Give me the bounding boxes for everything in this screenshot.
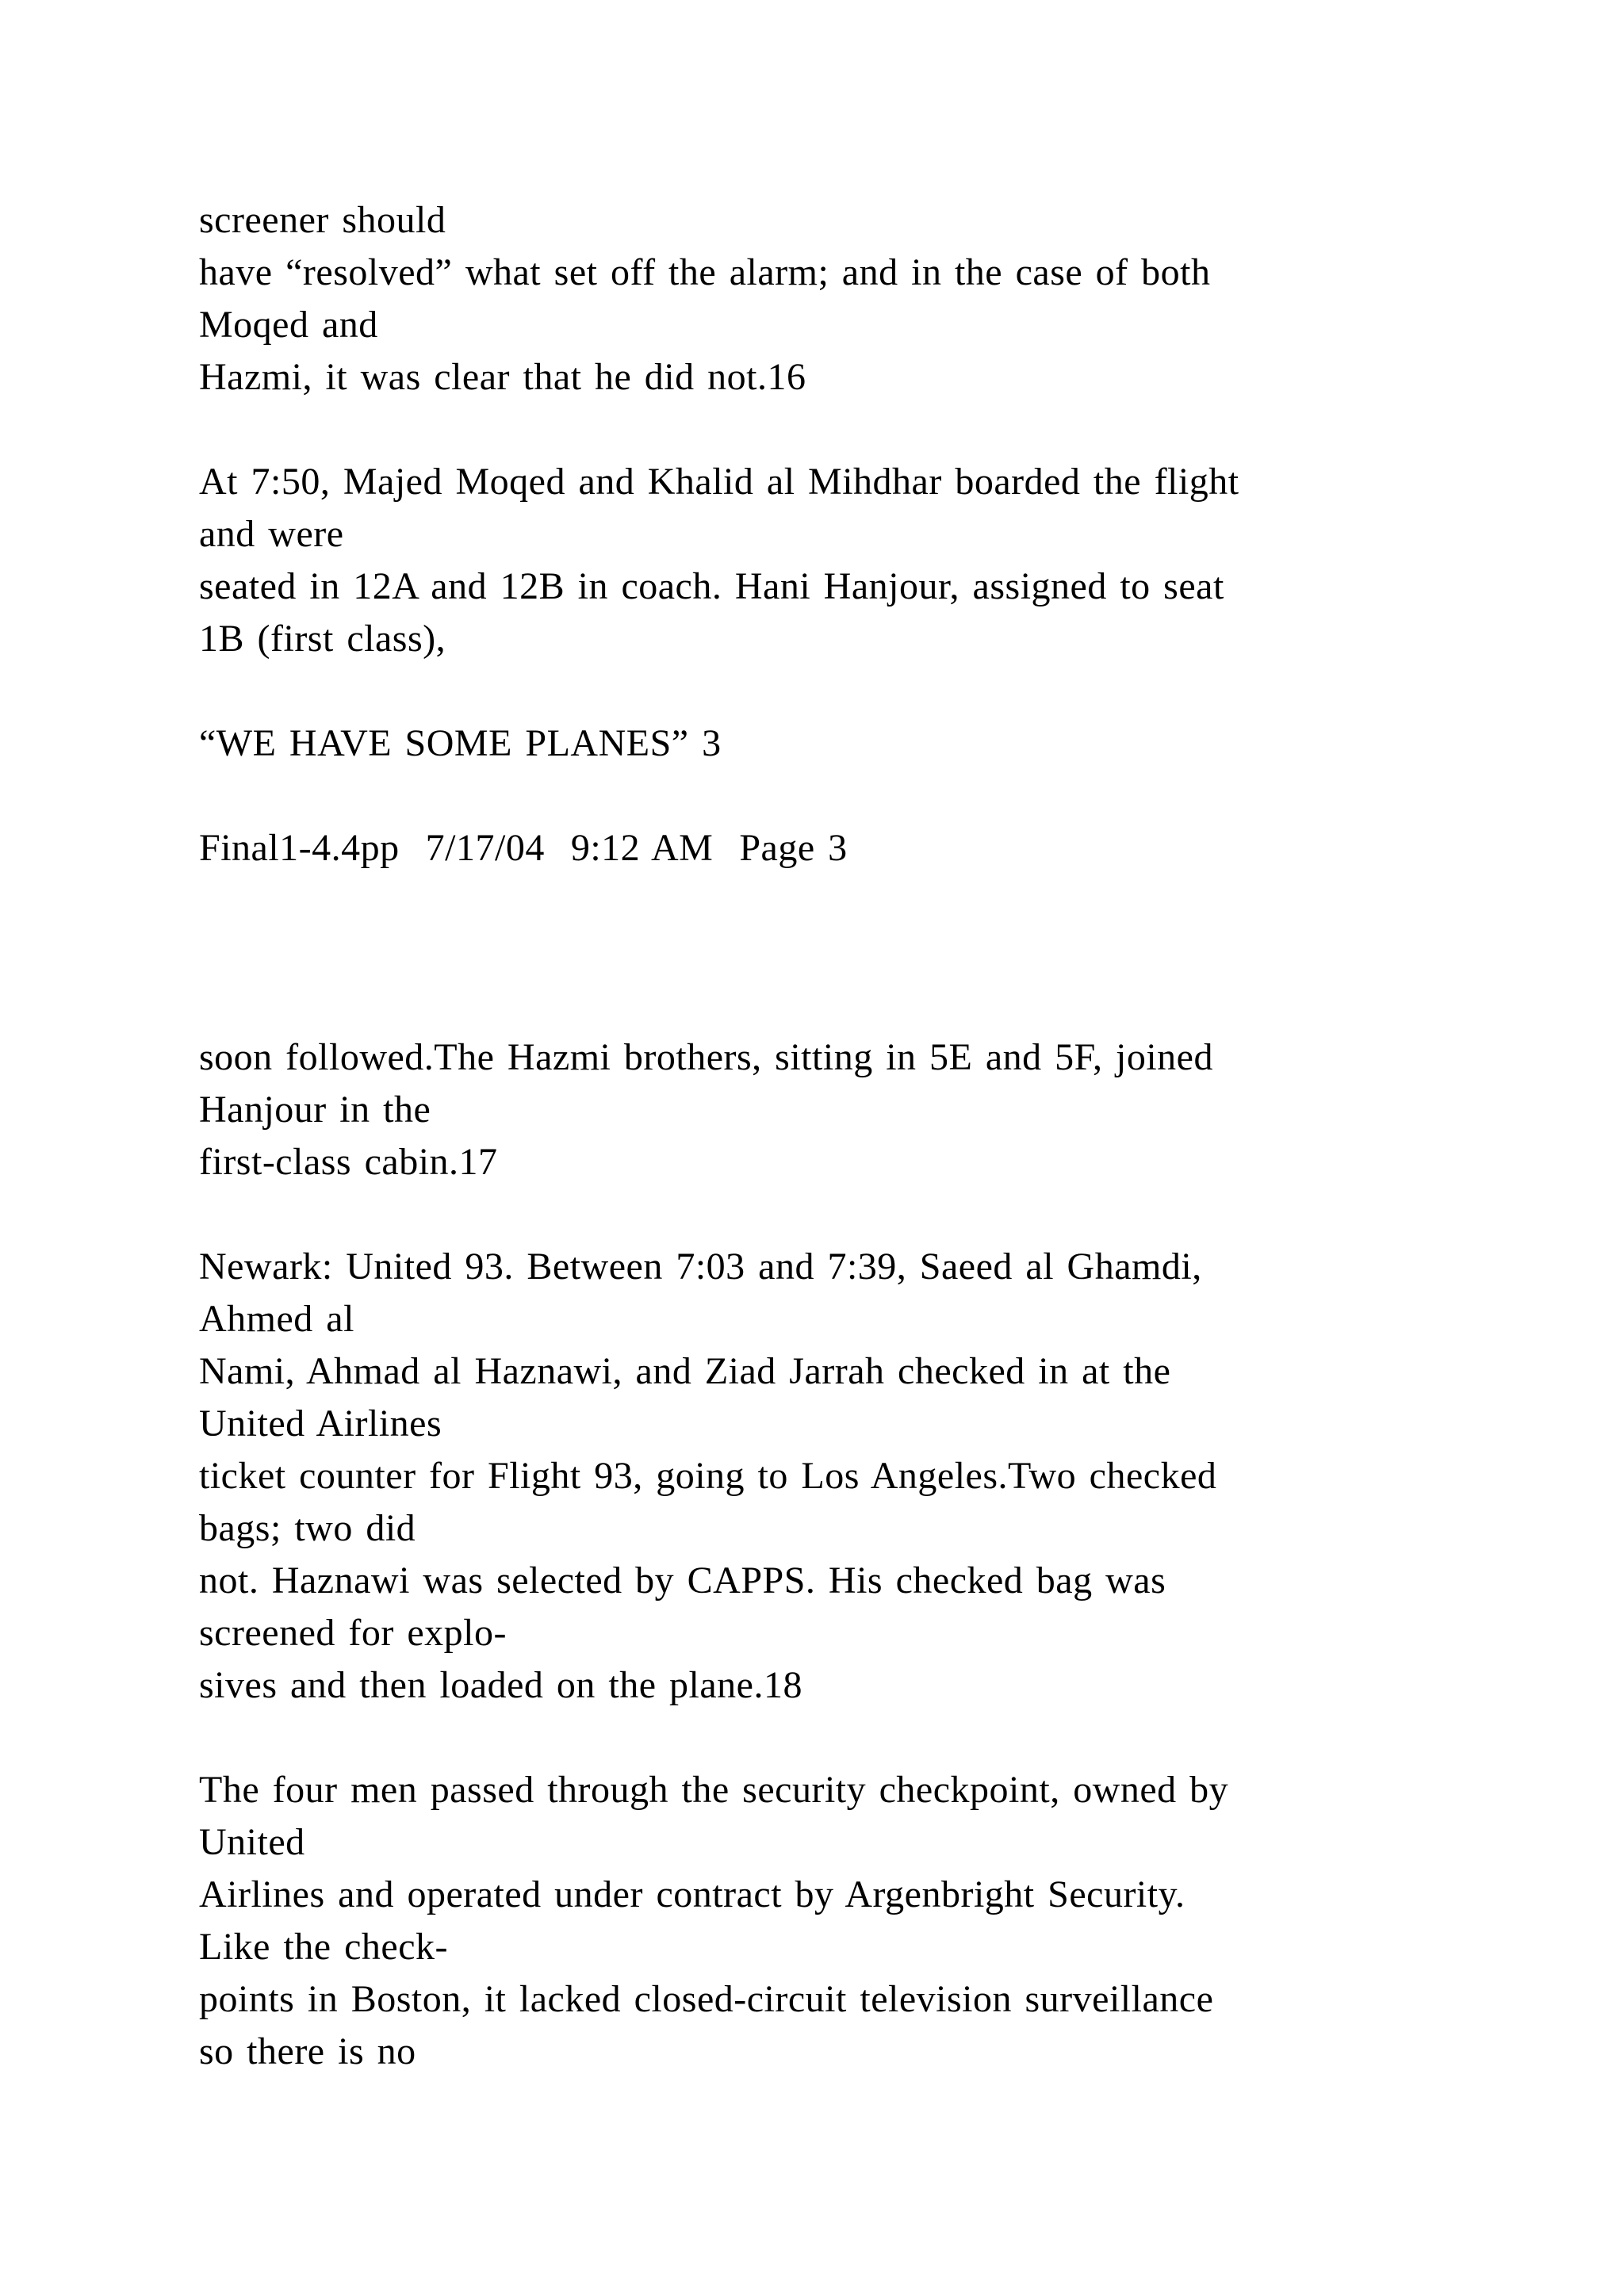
text-line: At 7:50, Majed Moqed and Khalid al Mihdhar boarded the flight xyxy=(199,461,1239,503)
text-line: Like the check- xyxy=(199,1926,448,1968)
text-line: bags; two did xyxy=(199,1507,416,1549)
text-line: Airlines and operated under contract by Argenbright Security. xyxy=(199,1873,1185,1915)
print-slug: Final1-4.4pp 7/17/04 9:12 AM Page 3 xyxy=(199,827,848,869)
text-line: Newark: United 93. Between 7:03 and 7:39, Saeed al Ghamdi, xyxy=(199,1246,1202,1288)
text-line: seated in 12A and 12B in coach. Hani Hanjour, assigned to seat xyxy=(199,565,1224,607)
text-line: so there is no xyxy=(199,2030,416,2072)
text-line: United xyxy=(199,1821,305,1863)
text-line: first-class cabin.17 xyxy=(199,1141,498,1183)
text-line: points in Boston, it lacked closed-circuit television surveillance xyxy=(199,1978,1214,2020)
text-line: Hanjour in the xyxy=(199,1089,431,1131)
text-line: have “resolved” what set off the alarm; and in the case of both xyxy=(199,251,1211,293)
text-line: sives and then loaded on the plane.18 xyxy=(199,1664,802,1706)
text-line: Nami, Ahmad al Haznawi, and Ziad Jarrah checked in at the xyxy=(199,1350,1171,1392)
text-line: soon followed.The Hazmi brothers, sitting in 5E and 5F, joined xyxy=(199,1036,1213,1078)
text-line: United Airlines xyxy=(199,1402,442,1445)
text-line: screener should xyxy=(199,199,446,241)
running-header: “WE HAVE SOME PLANES” 3 xyxy=(199,722,722,764)
text-line: 1B (first class), xyxy=(199,618,446,660)
text-line: not. Haznawi was selected by CAPPS. His checked bag was xyxy=(199,1559,1166,1601)
text-line: ticket counter for Flight 93, going to Los Angeles.Two checked xyxy=(199,1455,1217,1497)
text-line: Hazmi, it was clear that he did not.16 xyxy=(199,356,806,398)
text-line: and were xyxy=(199,513,344,555)
text-line: screened for explo- xyxy=(199,1612,507,1654)
text-line: The four men passed through the security checkpoint, owned by xyxy=(199,1769,1229,1811)
text-line: Moqed and xyxy=(199,304,378,346)
text-line: Ahmed al xyxy=(199,1298,354,1340)
